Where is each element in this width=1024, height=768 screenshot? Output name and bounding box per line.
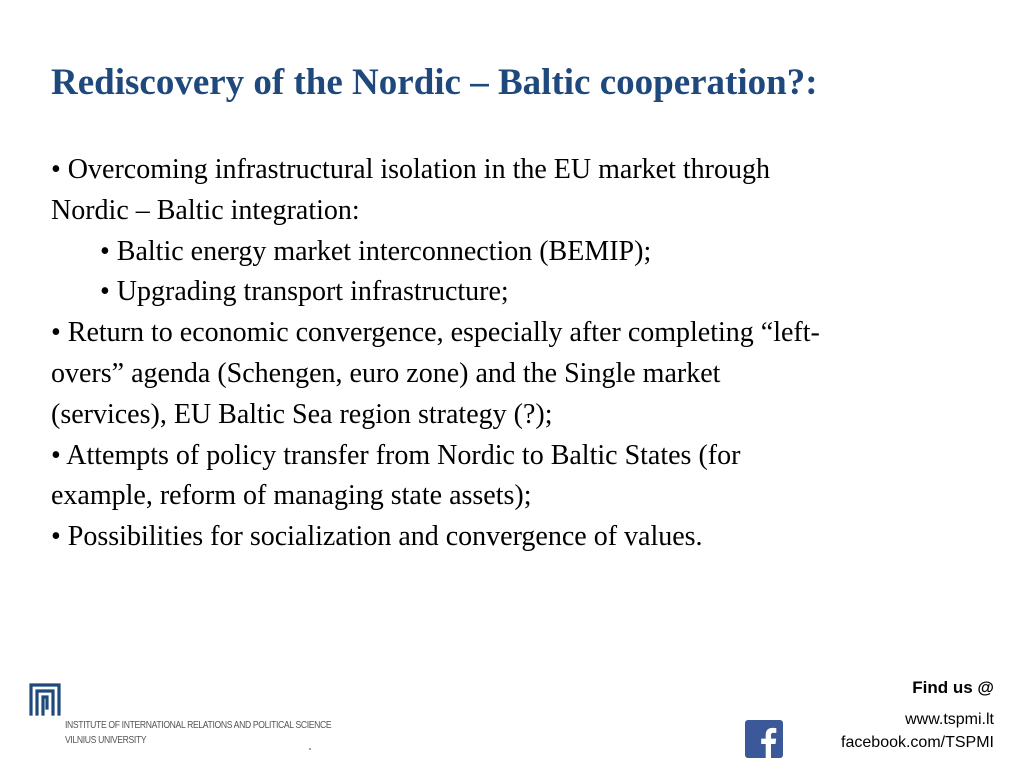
slide-title: Rediscovery of the Nordic – Baltic cooperation?: [51, 62, 818, 103]
institute-line-2: VILNIUS UNIVERSITY [65, 735, 147, 746]
bullet-line: • Overcoming infrastructural isolation in the EU market through [51, 154, 770, 185]
facebook-link[interactable]: facebook.com/TSPMI [841, 734, 994, 751]
contact-links [841, 708, 994, 754]
bullet-line: • Possibilities for socialization and convergence of values. [51, 521, 703, 553]
bullet-line: Nordic – Baltic integration: [51, 194, 360, 226]
sub-bullet-line: • Baltic energy market interconnection (BEMIP); [100, 235, 652, 267]
institute-line-1: INSTITUTE OF INTERNATIONAL RELATIONS AND POLITICAL SCIENCE [65, 720, 332, 731]
meander-logo-icon [28, 682, 62, 716]
slide-body [51, 150, 1001, 558]
bullet-line: • Attempts of policy transfer from Nordic to Baltic States (for [51, 439, 741, 471]
decorative-dot [309, 748, 311, 750]
bullet-line: overs” agenda (Schengen, euro zone) and the Single market [51, 357, 721, 389]
website-link[interactable]: www.tspmi.lt [905, 711, 994, 728]
bullet-line: • Return to economic convergence, especially after completing “left- [51, 317, 820, 349]
facebook-icon[interactable] [745, 720, 783, 758]
bullet-line: (services), EU Baltic Sea region strategy (?); [51, 398, 553, 430]
find-us-label: Find us @ [912, 678, 994, 697]
institute-name [65, 718, 331, 748]
sub-bullet-line: • Upgrading transport infrastructure; [100, 276, 509, 308]
bullet-line: example, reform of managing state assets); [51, 480, 532, 512]
